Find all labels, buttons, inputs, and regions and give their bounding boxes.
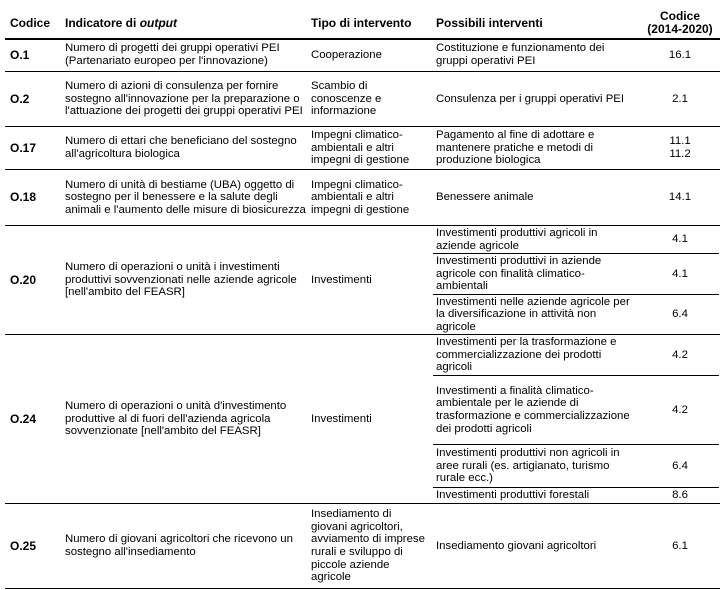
- row-code: O.25: [10, 538, 37, 553]
- row-codice: 4.1: [672, 233, 688, 246]
- row-codice: 6.1: [672, 539, 688, 552]
- row-code: O.24: [10, 411, 37, 426]
- row-intervento: Investimenti a finalità climatico-ambientale per le aziende di trasformazione e commercializzazione dei prodotti agricoli: [436, 384, 630, 435]
- row-intervento: Benessere animale: [436, 191, 534, 204]
- header-codice: Codice: [10, 15, 51, 30]
- row-intervento: Investimenti produttivi agricoli in aziende agricole: [436, 226, 598, 252]
- row-intervento: Costituzione e funzionamento dei gruppi operativi PEI: [436, 42, 605, 67]
- row-code: O.20: [10, 272, 37, 287]
- row-codice: 4.2: [672, 348, 688, 361]
- row-codice: 6.4: [672, 308, 688, 321]
- row-divider: [5, 588, 720, 589]
- header-indicatore: [65, 8, 310, 38]
- row-intervento: Insediamento giovani agricoltori: [436, 539, 597, 552]
- row-intervento: Investimenti nelle aziende agricole per la diversificazione in attività non agricole: [436, 295, 630, 333]
- row-code: O.18: [10, 190, 37, 205]
- row-intervento: Investimenti produttivi non agricoli in aree rurali (es. artigianato, turismo rurale ecc.): [436, 447, 620, 485]
- row-tipo: Impegni climatico-ambientali e altri impegni di gestione: [311, 129, 410, 167]
- row-indicator: Numero di operazioni o unità d'investimento produttive al di fuori dell'azienda agricola sovvenzionate [nell'ambito del FEASR]: [65, 400, 287, 438]
- row-tipo: Investimenti: [311, 412, 372, 425]
- row-indicator: Numero di ettari che beneficiano del sostegno all'agricoltura biologica: [65, 135, 297, 160]
- row-intervento: Investimenti per la trasformazione e commercializzazione dei prodotti agricoli: [436, 336, 617, 374]
- row-code: O.17: [10, 140, 37, 155]
- row-tipo: Insediamento di giovani agricoltori, avviamento di imprese rurali e sviluppo di piccole aziende agricole: [311, 508, 425, 584]
- row-tipo: Investimenti: [311, 273, 372, 286]
- header-indicatore-prefix: Indicatore di: [65, 15, 137, 30]
- row-indicator: Numero di giovani agricoltori che ricevono un sostegno all'insediamento: [65, 533, 293, 558]
- row-codice: 4.2: [672, 403, 688, 416]
- row-tipo: Impegni climatico-ambientali e altri impegni di gestione: [311, 178, 410, 216]
- header-tipo: Tipo di intervento: [311, 15, 412, 30]
- row-codice: 2.1: [672, 92, 688, 105]
- row-codice: 6.4: [672, 459, 688, 472]
- row-codice: 11.1 11.2: [669, 135, 691, 160]
- header-possibili: Possibili interventi: [436, 15, 543, 30]
- row-codice: 4.1: [672, 267, 688, 280]
- row-intervento: Consulenza per i gruppi operativi PEI: [436, 92, 625, 105]
- header-indicatore-italic: output: [139, 15, 177, 30]
- row-indicator: Numero di progetti dei gruppi operativi PEI (Partenariato europeo per l'innovazione): [65, 42, 280, 67]
- row-indicator: Numero di unità di bestiame (UBA) oggetto di sostegno per il benessere e la salute degli animali e l'aumento delle misure di biosicurezza: [65, 178, 306, 216]
- header-codice-periodo: Codice (2014-2020): [647, 9, 713, 36]
- row-indicator: Numero di operazioni o unità i investimenti produttivi sovvenzionati nelle aziende agricole [nell'ambito del FEASR]: [65, 261, 297, 299]
- row-tipo: Scambio di conoscenze e informazione: [311, 80, 382, 118]
- row-tipo: Cooperazione: [311, 48, 382, 61]
- row-indicator: Numero di azioni di consulenza per fornire sostegno all'innovazione per la preparazione o l'attuazione dei progetti dei gruppi operativi PEI: [65, 80, 303, 118]
- row-intervento: Investimenti produttivi forestali: [436, 489, 590, 502]
- row-intervento: Investimenti produttivi in aziende agricole con finalità climatico-ambientali: [436, 255, 602, 293]
- row-code: O.1: [10, 47, 30, 62]
- row-code: O.2: [10, 91, 30, 106]
- row-intervento: Pagamento al fine di adottare e mantenere pratiche e metodi di produzione biologica: [436, 129, 595, 167]
- row-codice: 8.6: [672, 489, 688, 502]
- row-codice: 14.1: [668, 191, 692, 204]
- row-codice: 16.1: [668, 48, 692, 61]
